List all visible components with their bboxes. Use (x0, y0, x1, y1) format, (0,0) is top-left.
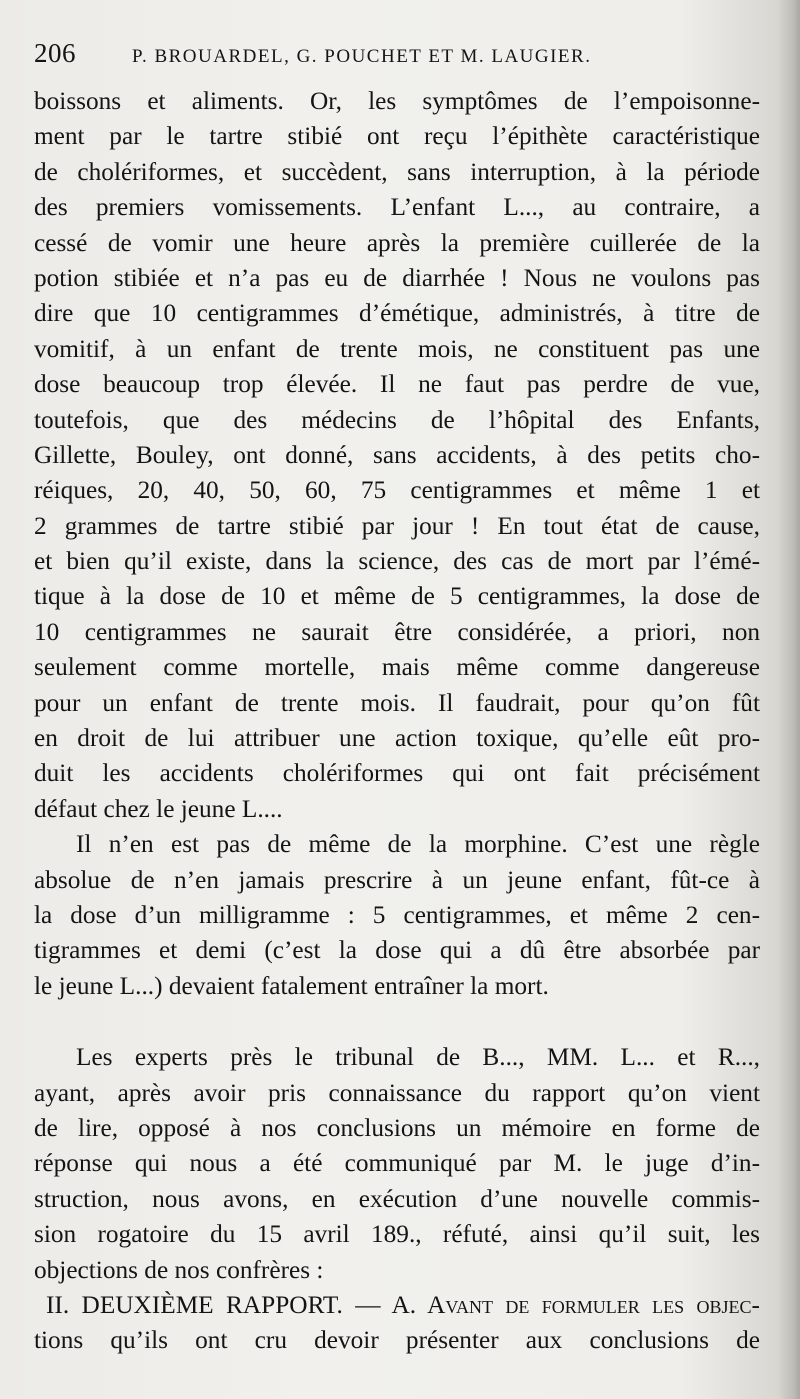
text-line: objections de nos confrères : (34, 1255, 324, 1284)
text-line: et bien qu’il existe, dans la science, des cas de mort par l’émé- (34, 547, 760, 576)
text-line: 10 centigrammes ne saurait être considérée, a priori, non (34, 617, 760, 646)
text-line: ment par le tartre stibié ont reçu l’épithète caractéristique (34, 122, 760, 151)
paragraph-gap (34, 1004, 760, 1040)
text-line: réiques, 20, 40, 50, 60, 75 centigrammes et même 1 et (34, 476, 760, 505)
text-line: struction, nous avons, en exécution d’une nouvelle commis- (34, 1184, 760, 1213)
paragraph-4 (34, 1288, 760, 1359)
text-line: réponse qui nous a été communiqué par M. le juge d’in- (34, 1149, 760, 1178)
body-text (34, 84, 760, 1359)
page-header (34, 38, 774, 78)
text-line: en droit de lui attribuer une action toxique, qu’elle eût pro- (34, 724, 760, 753)
text-line: Il n’en est pas de même de la morphine. C’est une règle (76, 830, 760, 859)
text-line: la dose d’un milligramme : 5 centigrammes, et même 2 cen- (34, 900, 760, 929)
text-line: le jeune L...) devaient fatalement entraîner la mort. (34, 971, 549, 1000)
text-line: seulement comme mortelle, mais même comme dangereuse (34, 653, 760, 682)
text-line: duit les accidents cholériformes qui ont fait précisément (34, 759, 760, 788)
text-line: des premiers vomissements. L’enfant L..., au contraire, a (34, 193, 760, 222)
running-head: P. BROUARDEL, G. POUCHET ET M. LAUGIER. (132, 46, 592, 67)
text-line: tions qu’ils ont cru devoir présenter aux conclusions de (34, 1326, 760, 1355)
paragraph-3 (34, 1040, 760, 1288)
text-line: de cholériformes, et succèdent, sans interruption, à la période (34, 157, 760, 186)
text-line: Gillette, Bouley, ont donné, sans accidents, à des petits cho- (34, 440, 760, 469)
text-line: 2 grammes de tartre stibié par jour ! En tout état de cause, (34, 511, 760, 540)
text-line: sion rogatoire du 15 avril 189., réfuté, ainsi qu’il suit, les (34, 1220, 760, 1249)
text-line: boissons et aliments. Or, les symptômes de l’empoisonne- (34, 87, 760, 115)
text-line: cessé de vomir une heure après la première cuillerée de la (34, 228, 760, 257)
text-line: défaut chez le jeune L.... (34, 794, 283, 823)
text-line: tique à la dose de 10 et même de 5 centigrammes, la dose de (34, 582, 760, 611)
text-line: toutefois, que des médecins de l’hôpital des Enfants, (34, 405, 760, 434)
text-line: tigrammes et demi (c’est la dose qui a dû être absorbée par (34, 936, 760, 965)
text-line: Les experts près le tribunal de B..., MM. L... et R..., (76, 1043, 760, 1072)
text-line: ayant, après avoir pris connaissance du rapport qu’on vient (34, 1078, 760, 1107)
text-line: potion stibiée et n’a pas eu de diarrhée ! Nous ne voulons pas (34, 263, 760, 292)
page-edge-shadow (778, 0, 800, 1399)
text-line: pour un enfant de trente mois. Il faudrait, pour qu’on fût (34, 688, 760, 717)
text-line: vomitif, à un enfant de trente mois, ne constituent pas une (34, 334, 760, 363)
text-line: dire que 10 centigrammes d’émétique, administrés, à titre de (34, 299, 760, 328)
paragraph-2 (34, 827, 760, 1004)
text-line: dose beaucoup trop élevée. Il ne faut pas perdre de vue, (34, 370, 760, 399)
page-number: 206 (34, 38, 76, 68)
paragraph-1 (34, 84, 760, 827)
text-line: II. DEUXIÈME RAPPORT. — A. Avant de formuler les objec- (46, 1290, 760, 1319)
text-line: absolue de n’en jamais prescrire à un jeune enfant, fût-ce à (34, 865, 760, 894)
text-line: de lire, opposé à nos conclusions un mémoire en forme de (34, 1113, 760, 1142)
